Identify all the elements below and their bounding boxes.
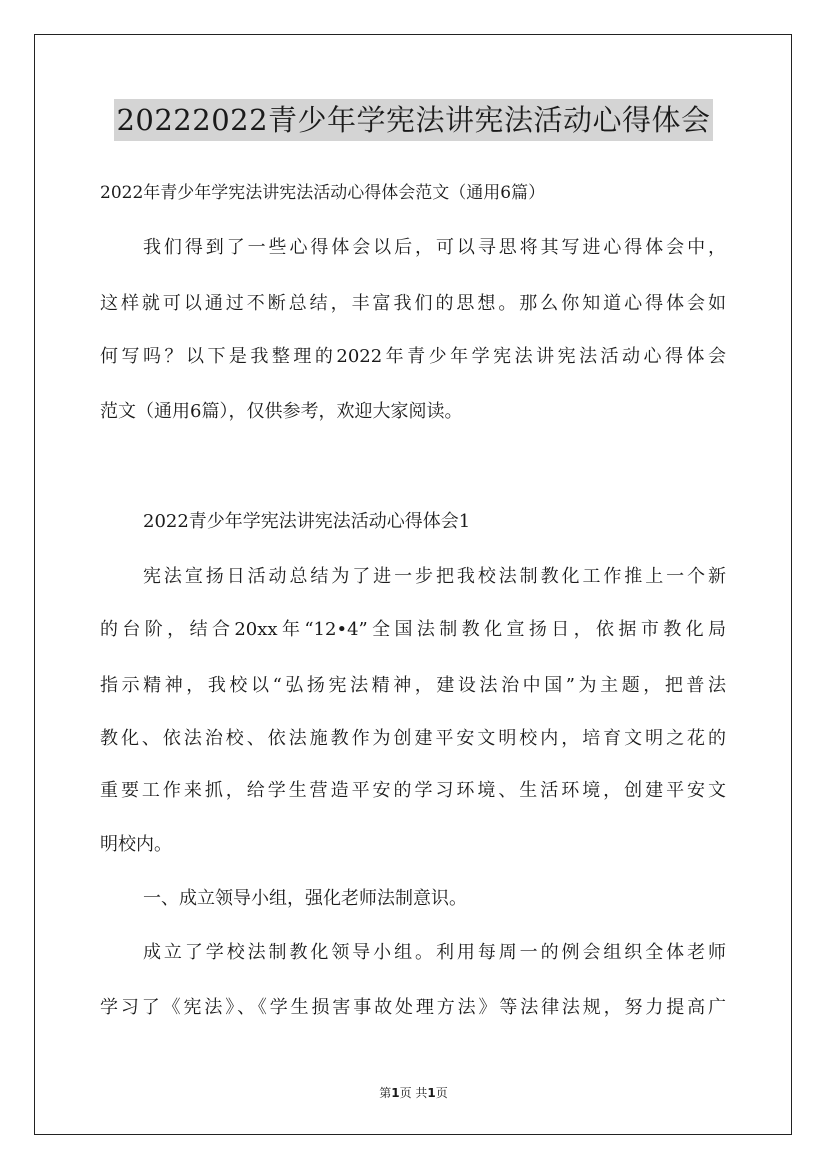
footer-prefix: 第 — [379, 1086, 392, 1100]
footer-mid: 页 共 — [399, 1086, 428, 1100]
section-heading-1: 2022青少年学宪法讲宪法活动心得体会1 — [143, 511, 471, 532]
title-container — [0, 99, 827, 141]
paragraph-line-6: 的台阶，结合20xx年“12•4”全国法制教化宣扬日，依据市教化局 — [100, 619, 726, 640]
paragraph-line-10: 明校内。 — [100, 834, 172, 855]
footer-suffix: 页 — [435, 1086, 448, 1100]
sub-heading-1: 一、成立领导小组，强化老师法制意识。 — [143, 888, 467, 909]
paragraph-line-2: 这样就可以通过不断总结，丰富我们的思想。那么你知道心得体会如 — [100, 293, 726, 314]
footer-page-total: 1 — [427, 1086, 436, 1100]
document-subtitle: 2022年青少年学宪法讲宪法活动心得体会范文（通用6篇） — [100, 183, 546, 203]
paragraph-line-7: 指示精神，我校以“弘扬宪法精神，建设法治中国”为主题，把普法 — [100, 675, 726, 696]
paragraph-line-9: 重要工作来抓，给学生营造平安的学习环境、生活环境，创建平安文 — [100, 780, 726, 801]
paragraph-line-3: 何写吗？以下是我整理的2022年青少年学宪法讲宪法活动心得体会 — [100, 346, 726, 367]
paragraph-line-11: 成立了学校法制教化领导小组。利用每周一的例会组织全体老师 — [143, 942, 726, 963]
document-title: 20222022青少年学宪法讲宪法活动心得体会 — [114, 99, 712, 141]
paragraph-line-4: 范文（通用6篇），仅供参考，欢迎大家阅读。 — [100, 401, 463, 422]
page-footer — [0, 1084, 827, 1102]
footer-page-number: 1 — [391, 1086, 400, 1100]
paragraph-line-8: 教化、依法治校、依法施教作为创建平安文明校内，培育文明之花的 — [100, 728, 726, 749]
paragraph-line-12: 学习了《宪法》、《学生损害事故处理方法》等法律法规，努力提高广 — [100, 997, 726, 1018]
paragraph-line-1: 我们得到了一些心得体会以后，可以寻思将其写进心得体会中， — [143, 237, 726, 258]
paragraph-line-5: 宪法宣扬日活动总结为了进一步把我校法制教化工作推上一个新 — [143, 566, 726, 587]
